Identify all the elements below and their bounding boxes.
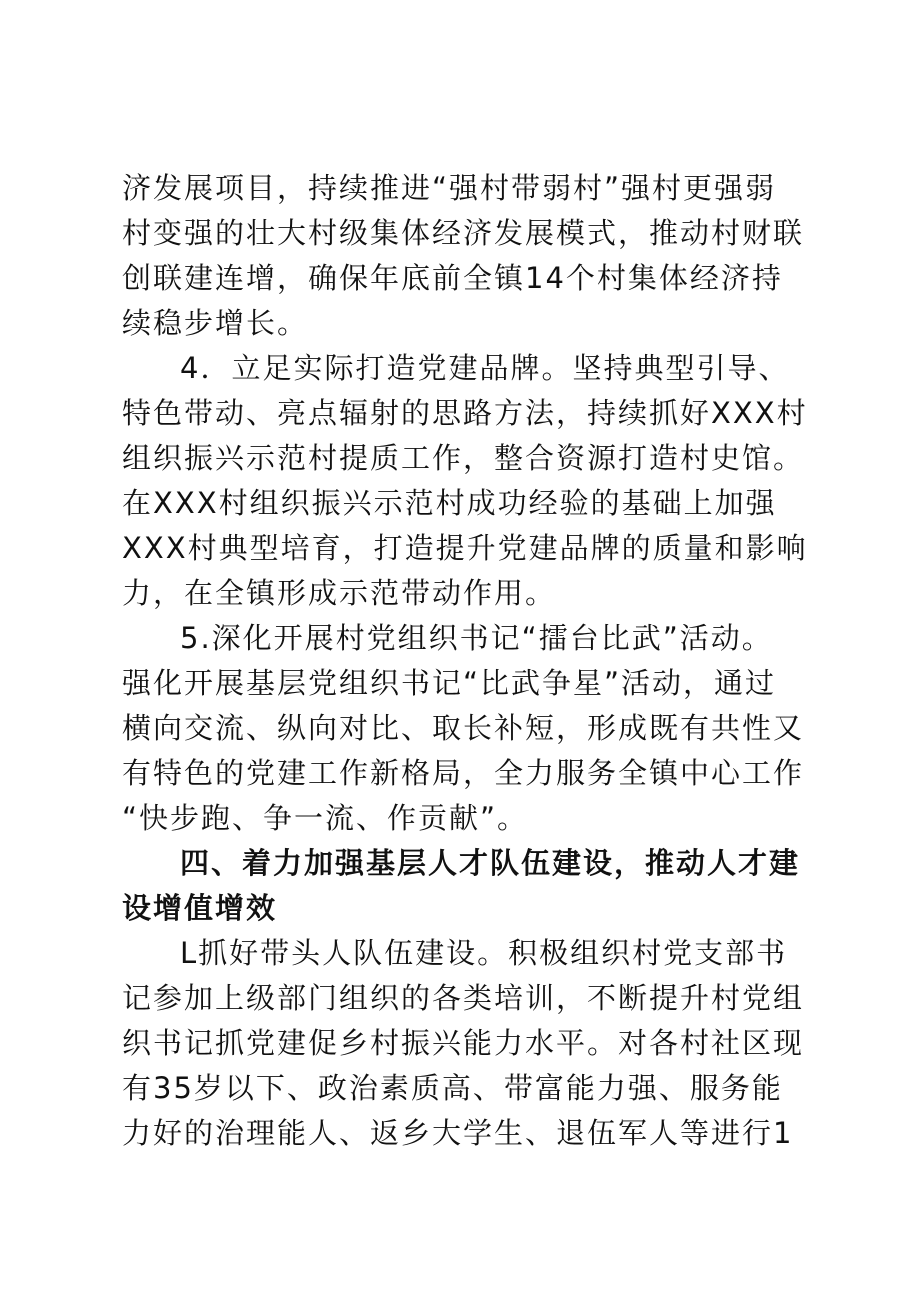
body-text-line: 在XXX村组织振兴示范村成功经验的基础上加强: [122, 486, 777, 520]
section-heading-line: 四、着力加强基层人才队伍建设，推动人才建: [180, 846, 801, 880]
body-text-line: 记参加上级部门组织的各类培训，不断提升村党组: [122, 981, 805, 1015]
body-text-line: 力好的治理能人、返乡大学生、退伍军人等进行1: [122, 1116, 794, 1150]
body-text-line: 有特色的党建工作新格局，全力服务全镇中心工作: [122, 756, 805, 790]
paragraph-heading-line: 4．立足实际打造党建品牌。坚持典型引导、: [180, 351, 790, 385]
body-text-line: 村变强的壮大村级集体经济发展模式，推动村财联: [122, 216, 805, 250]
body-text-line: 续稳步增长。: [122, 306, 309, 340]
body-text-line: 特色带动、亮点辐射的思路方法，持续抓好XXX村: [122, 396, 808, 430]
document-body: [122, 166, 812, 1156]
paragraph-heading-line: L抓好带头人队伍建设。积极组织村党支部书: [180, 936, 788, 970]
body-text-line: 创联建连增，确保年底前全镇14个村集体经济持: [122, 261, 783, 295]
body-text-line: 横向交流、纵向对比、取长补短，形成既有共性又: [122, 711, 805, 745]
body-text-line: XXX村典型培育，打造提升党建品牌的质量和影响: [122, 531, 808, 565]
body-text-line: “快步跑、争一流、作贡献”。: [122, 801, 529, 835]
paragraph-heading-line: 5.深化开展村党组织书记“擂台比武”活动。: [180, 621, 773, 655]
body-text-line: 强化开展基层党组织书记“比武争星”活动，通过: [122, 666, 777, 700]
body-text-line: 组织振兴示范村提质工作，整合资源打造村史馆。: [122, 441, 805, 475]
body-text-line: 有35岁以下、政治素质高、带富能力强、服务能: [122, 1071, 783, 1105]
section-heading-line: 设增值增效: [122, 891, 278, 925]
body-text-line: 织书记抓党建促乡村振兴能力水平。对各村社区现: [122, 1026, 805, 1060]
body-text-line: 济发展项目，持续推进“强村带弱村”强村更强弱: [122, 171, 777, 205]
body-text-line: 力，在全镇形成示范带动作用。: [122, 576, 557, 610]
